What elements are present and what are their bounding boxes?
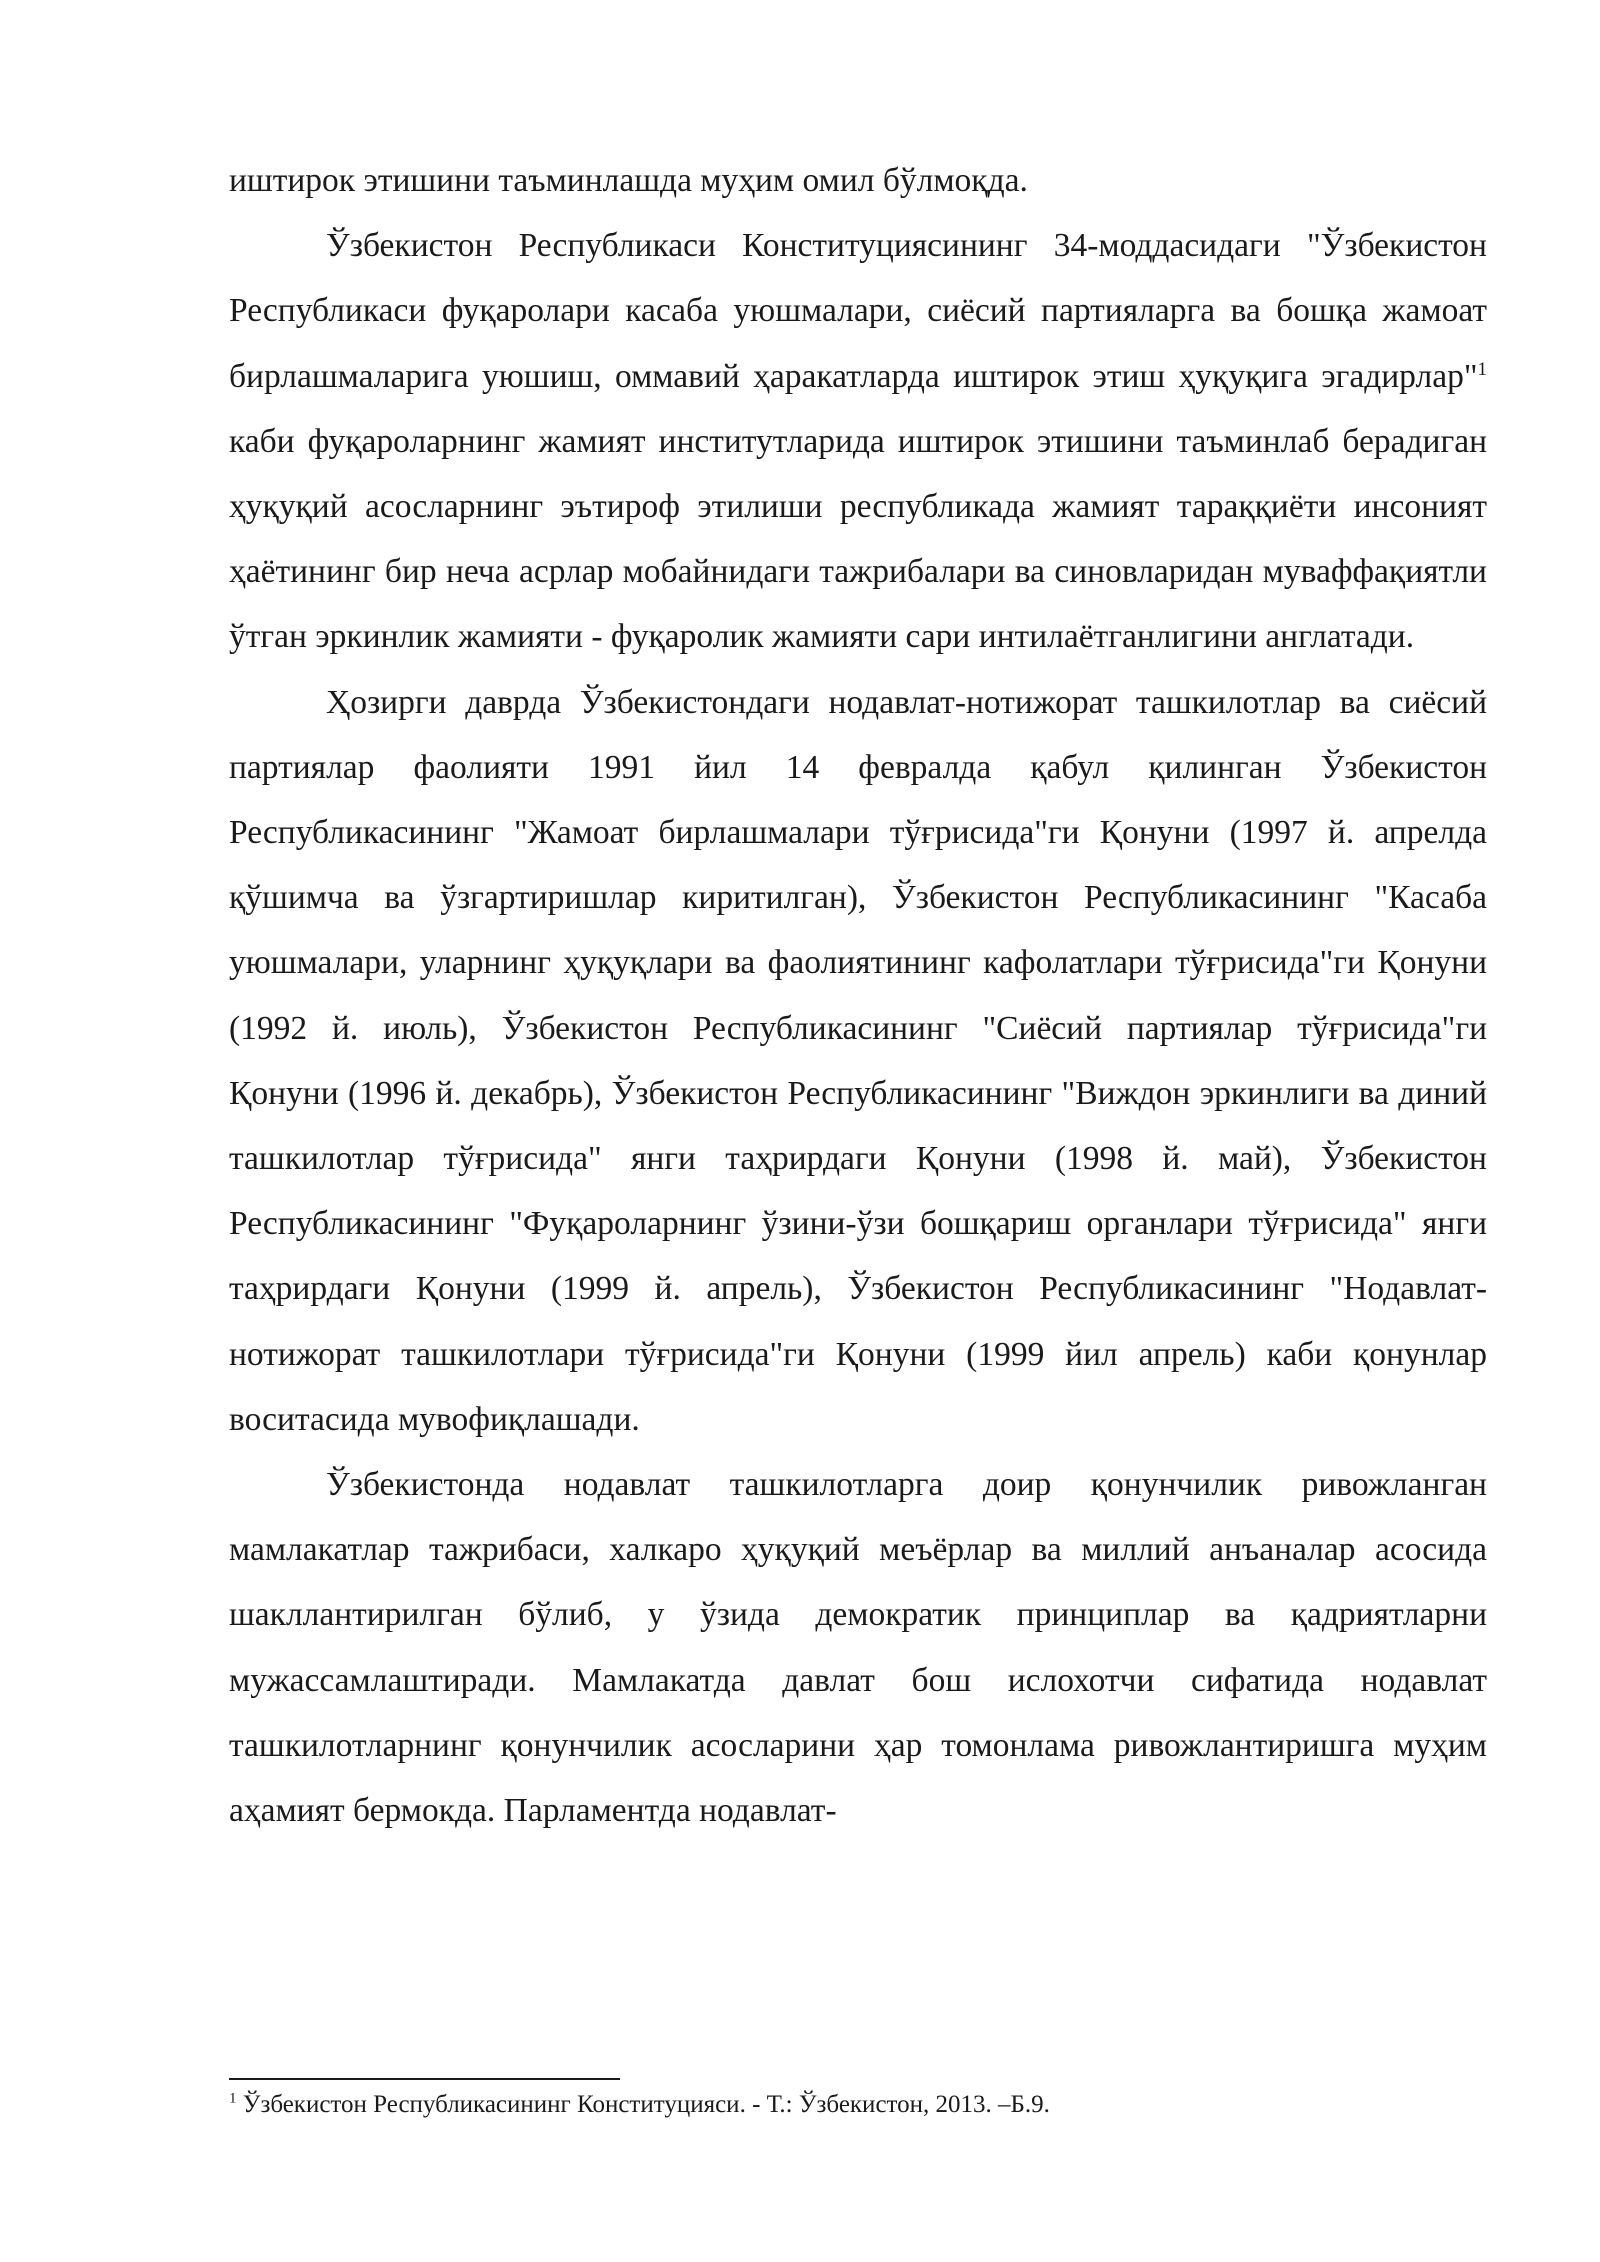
paragraph-continuation: иштирок этишини таъминлашда муҳим омил бўлмоқда. <box>229 162 1028 199</box>
footnote-marker: 1 <box>229 2090 237 2107</box>
footnote-text: Ўзбекистон Республикасининг Конституцияси. - Т.: Ўзбекистон, 2013. –Б.9. <box>236 2091 1050 2118</box>
body-text <box>229 148 1487 1843</box>
footnote <box>229 2089 1487 2121</box>
paragraph-laws: Ҳозирги даврда Ўзбекистондаги нодавлат-нотижорат ташкилотлар ва сиёсий партиялар фаолияти 1991 йил 14 февралда қабул қилинган Ўзбекистон Республикасининг "Жамоат бирлашмалари тўғрисида"ги Қонуни (1997 й. апрелда қўшимча ва ўзгартиришлар киритилган), Ўзбекистон Республикасининг "Касаба уюшмалари, уларнинг ҳуқуқлари ва фаолиятининг кафолатлари тўғрисида"ги Қонуни (1992 й. июль), Ўзбекистон Республикасининг "Сиёсий партиялар тўғрисида"ги Қонуни (1996 й. декабрь), Ўзбекистон Республикасининг "Виждон эркинлиги ва диний ташкилотлар тўғрисида" янги таҳрирдаги Қонуни (1998 й. май), Ўзбекистон Республикасининг "Фуқароларнинг ўзини-ўзи бошқариш органлари тўғрисида" янги таҳрирдаги Қонуни (1999 й. апрель), Ўзбекистон Республикасининг "Нодавлат-нотижорат ташкилотлари тўғрисида"ги Қонуни (1999 йил апрель) каби қонунлар воситасида мувофиқлашади. <box>229 683 1487 1438</box>
paragraph-constitution-text-a: Ўзбекистон Республикаси Конституциясининг 34-моддасидаги "Ўзбекистон Республикаси фуқаролари касаба уюшмалари, сиёсий партияларга ва бошқа жамоат бирлашмаларига уюшиш, оммавий ҳаракатларда иштирок этиш ҳуқуқига эгадирлар" <box>229 227 1487 395</box>
footnote-reference[interactable]: 1 <box>1477 358 1487 380</box>
paragraph-constitution <box>229 213 1487 669</box>
paragraph-legislation: Ўзбекистонда нодавлат ташкилотларга доир қонунчилик ривожланган мамлакатлар тажрибаси, халкаро ҳуқуқий меъёрлар ва миллий анъаналар асосида шакллантирилган бўлиб, у ўзида демократик принциплар ва қадриятларни мужассамлаштиради. Мамлакатда давлат бош ислохотчи сифатида нодавлат ташкилотларнинг қонунчилик асосларини ҳар томонлама ривожлантиришга муҳим аҳамият бермокда. Парламентда нодавлат- <box>229 1466 1487 1830</box>
footnote-separator <box>229 2078 620 2080</box>
paragraph-constitution-text-b: каби фуқароларнинг жамият институтларида иштирок этишини таъминлаб берадиган ҳуқуқий асосларнинг эътироф этилиши республикада жамият тараққиёти инсоният ҳаётининг бир неча асрлар мобайнидаги тажрибалари ва синовларидан муваффақиятли ўтган эркинлик жамияти - фуқаролик жамияти сари интилаётганлигини англатади. <box>229 422 1487 656</box>
